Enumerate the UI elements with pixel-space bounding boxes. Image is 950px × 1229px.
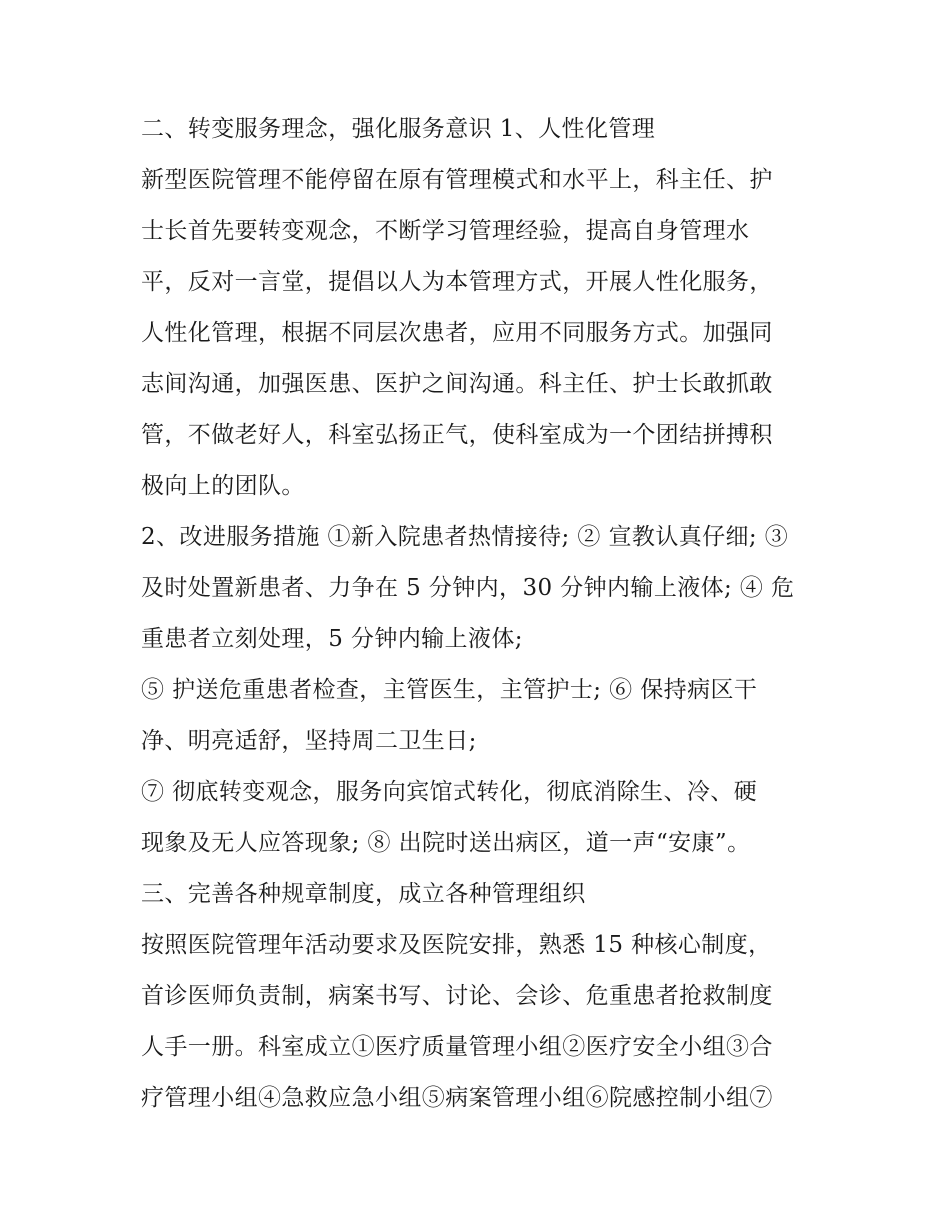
text-line: 平，反对一言堂，提倡以人为本管理方式，开展人性化服务，	[141, 269, 773, 295]
text-line: 疗管理小组④急救应急小组⑤病案管理小组⑥院感控制小组⑦	[141, 1085, 773, 1111]
text-line: ⑤ 护送危重患者检查，主管医生，主管护士; ⑥ 保持病区干	[141, 677, 758, 703]
text-line: 管，不做老好人，科室弘扬正气，使科室成为一个团结拼搏积	[141, 422, 773, 448]
text-line: ⑦ 彻底转变观念，服务向宾馆式转化，彻底消除生、冷、硬	[141, 779, 758, 805]
text-line: 重患者立刻处理，5 分钟内输上液体;	[141, 626, 523, 652]
text-line: 士长首先要转变观念，不断学习管理经验，提高自身管理水	[141, 218, 750, 244]
text-line: 按照医院管理年活动要求及医院安排，熟悉 15 种核心制度，	[141, 932, 772, 958]
text-line: 首诊医师负责制，病案书写、讨论、会诊、危重患者抢救制度	[141, 983, 773, 1009]
text-line: 志间沟通，加强医患、医护之间沟通。科主任、护士长敢抓敢	[141, 371, 773, 397]
text-line: 2、改进服务措施 ①新入院患者热情接待; ② 宣教认真仔细; ③	[141, 524, 789, 550]
text-line: 人性化管理，根据不同层次患者，应用不同服务方式。加强同	[141, 320, 773, 346]
text-line: 现象及无人应答现象; ⑧ 出院时送出病区，道一声“安康”。	[141, 830, 751, 856]
text-line: 净、明亮适舒，坚持周二卫生日;	[141, 728, 477, 754]
text-line: 人手一册。科室成立①医疗质量管理小组②医疗安全小组③合	[141, 1034, 773, 1060]
text-line: 及时处置新患者、力争在 5 分钟内，30 分钟内输上液体; ④ 危	[141, 575, 795, 601]
text-line: 新型医院管理不能停留在原有管理模式和水平上，科主任、护	[141, 167, 773, 193]
text-line: 极向上的团队。	[141, 473, 305, 499]
text-line: 三、完善各种规章制度，成立各种管理组织	[141, 881, 586, 907]
text-line: 二、转变服务理念，强化服务意识 1、人性化管理	[141, 116, 656, 142]
